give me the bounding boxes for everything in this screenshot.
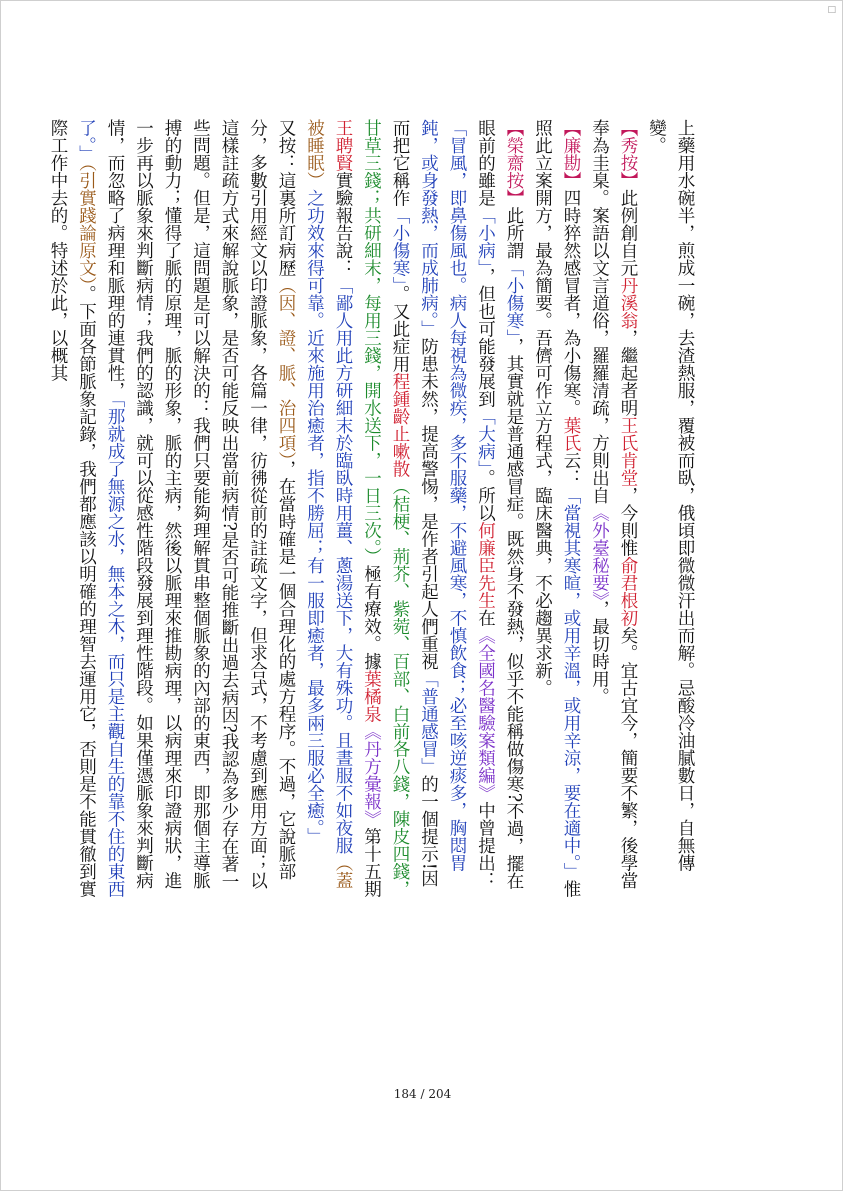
book-title: 《外臺秘要》: [589, 504, 610, 601]
person-name: 王聘賢: [333, 119, 353, 172]
text-segment: 。下面各節脈象記錄，我們都應該以明確的理智去運用它，否則是不能貫徹到實際工作中去的。特述於此，以概其: [48, 119, 97, 898]
book-title: 《丹方彙報》: [361, 722, 382, 828]
text-segment: ，今則惟: [618, 486, 638, 557]
text-segment: 的一個提示!因而把它稱作: [390, 119, 439, 888]
text-segment: 矣。宜古宜今，簡要不繁，後學當奉為圭臬。案語以文言道俗，羅羅清疏，方則出自: [589, 119, 638, 889]
text-segment: ，在當時確是一個合理化的處方程序。不過，它說脈部分，多數引用經文以印證脈象，各篇一律，彷彿從前的註疏文字，但求合式，不考慮到應用方面；以這樣註疏方式來解說脈象，是否可能反映出當前病情?是否可能推斷出過去病因?我認為多少存在著一些問題。但是，這問題是可以解決的：我們只要能夠理解貫串整個脈象的內部的東西，即那個主導脈搏的動力；懂得了脈的原理，脈的形象，脈的主病，然後以脈理來推勘病理，以病理來印證病狀，進一步再以脈象來判斷病情；我們的認識，就可以從感性階段發展到理性階段。如果僅憑脈象來判斷病情，而忽略了病理和脈理的連貫性，: [105, 119, 296, 891]
person-name: 俞君根初: [618, 556, 638, 627]
quotation: 「小傷寒」: [504, 259, 524, 338]
text-segment: ，繼起者明: [618, 329, 638, 417]
person-name: 葉橘泉: [361, 670, 382, 723]
person-name: 王氏肯堂: [618, 416, 638, 487]
page-number: 184 / 204: [393, 1087, 452, 1101]
text-segment: 云：: [561, 451, 581, 487]
text-segment: 在: [475, 609, 496, 627]
quotation: 「冒風，即鼻傷風也。病人每視為微疾，多不服藥，不避風寒，不慎飲食；必至咳逆痰多，胸悶胃鈍，或身發熱，而成肺病。」: [418, 119, 467, 872]
text-segment: 此例創自元: [618, 189, 638, 277]
text-segment: 。所以: [475, 469, 496, 522]
parenthetical-note: （引實踐論原文）: [76, 162, 97, 286]
xiu-note-label: 【秀按】: [618, 119, 638, 189]
parenthetical-note: （蓋被睡眠）: [304, 119, 353, 889]
text-segment: ，但也可能發展到: [475, 267, 496, 408]
text-segment: 中曾提出：: [475, 801, 496, 889]
paragraph-preparation: [642, 119, 699, 901]
quotation: 「鄙人用此方研細末於臨臥時用薑、蔥湯送下，大有殊功。且晝服不如夜服: [333, 276, 353, 854]
vertical-text-body: [48, 119, 699, 901]
paragraph-lian-note: [528, 119, 585, 901]
lian-note-label: 【廉勘】: [561, 119, 581, 189]
quotation: 之功效來得可靠。近來施用治癒者，指不勝屈；有一服即癒者，最多兩三服必全癒。」: [304, 189, 325, 846]
text-segment: 惟照此立案開方，最為簡要。吾儕可作立方程式，臨床醫典，不必趨異求新。: [532, 119, 581, 898]
text-segment: 極有療效。據: [361, 565, 382, 671]
text-segment: ，最切時用。: [589, 600, 610, 706]
quotation: 「大病」: [475, 407, 496, 469]
corner-mark: □: [827, 5, 836, 15]
quotation: 「小病」: [475, 206, 496, 268]
person-name: 何廉臣先生: [475, 521, 496, 609]
text-segment: 實驗報告說：: [333, 171, 353, 277]
parenthetical-note: （因、證、脈、治四項）: [276, 276, 296, 461]
book-title: 《全國名醫驗案類編》: [475, 626, 496, 802]
prescription-name: 程鍾齡止嗽散: [390, 372, 410, 478]
paragraph-further-note: [44, 119, 301, 901]
text-segment: 又按：這裏所訂病歷: [276, 119, 296, 277]
text-segment: 防患未然，提高警惕，是作者引起人們重視: [418, 337, 439, 671]
text-segment: 此所謂: [504, 206, 524, 259]
quotation: 「小傷寒」: [390, 206, 410, 286]
quotation: 「那就成了無源之水，無本之木，而只是主觀自生的靠不住的東西了。」: [76, 119, 125, 898]
person-name: 丹溪翁: [618, 276, 638, 329]
rongzhai-note-label: 【榮齋按】: [504, 119, 524, 207]
text-segment: 第十五期: [361, 827, 382, 898]
quotation: 「當視其寒暄，或用辛溫，或用辛涼，要在適中。」: [561, 486, 581, 881]
text-segment: 。又此症用: [390, 285, 410, 373]
paragraph-rongzhai-note: [300, 119, 528, 901]
quotation: 「普通感冒」: [418, 670, 439, 776]
text-segment: 四時猝然感冒者，為小傷寒。: [561, 189, 581, 417]
preparation-text: 上藥用水碗半，煎成一碗，去渣熱服，覆被而臥，俄頃即微微汗出而解。忌酸冷油膩數日，自無傳變。: [646, 119, 695, 872]
text-segment: ，其實就是普通感冒症。既然身不發熱，似乎不能稱做傷寒?不過，擺在眼前的雖是: [475, 119, 524, 890]
person-name: 葉氏: [561, 416, 581, 452]
paragraph-xiu-note: [585, 119, 642, 901]
herb-list: （桔梗、荊芥、紫菀、百部、白前各八錢，陳皮四錢，甘草三錢；共研細末，每用三錢，開水送下，一日三次。）: [361, 119, 410, 898]
